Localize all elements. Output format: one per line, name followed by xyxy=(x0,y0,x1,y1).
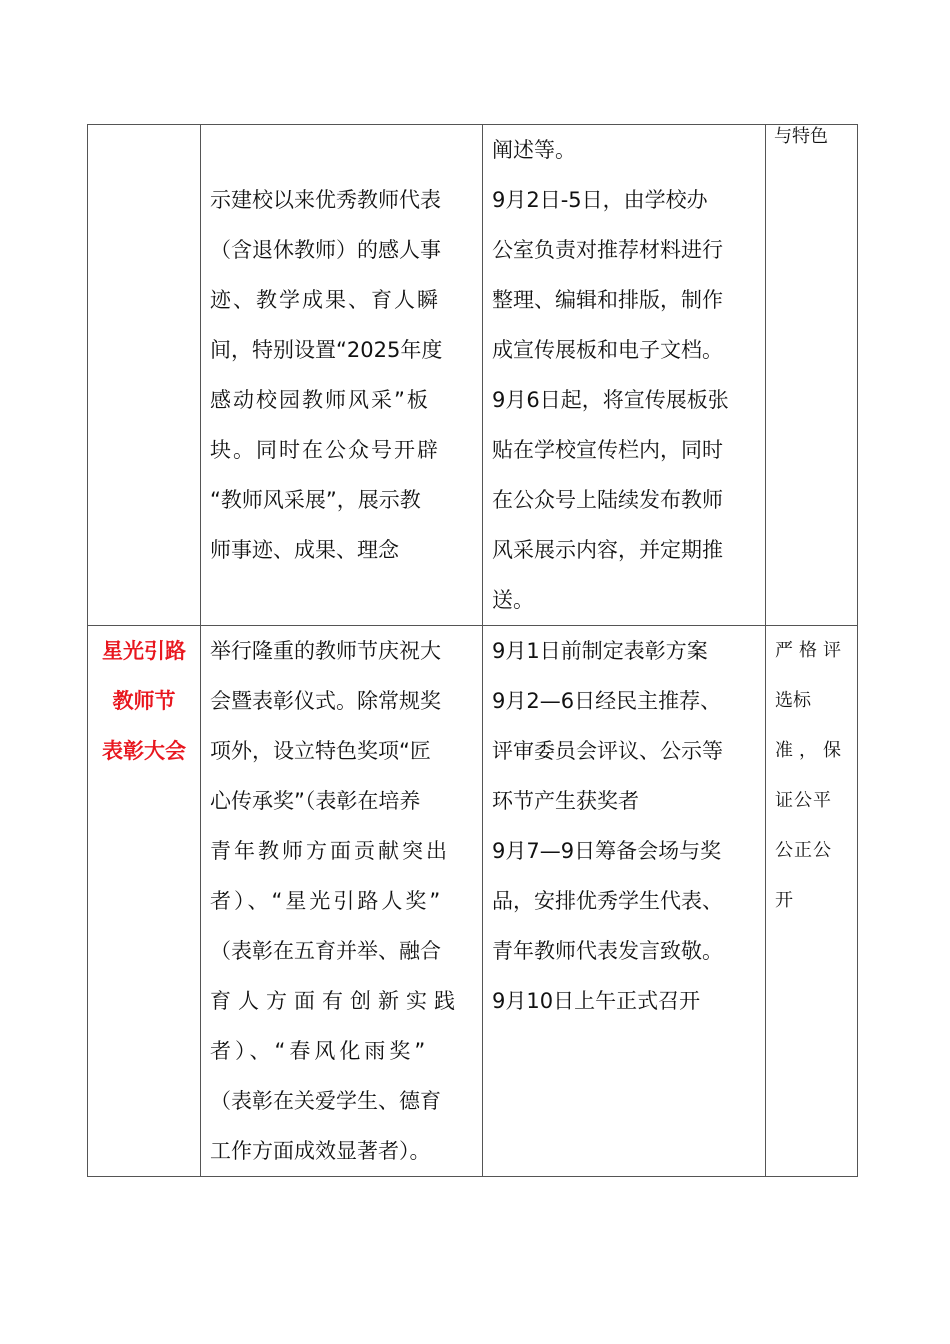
text-line: 9月6日起，将宣传展板张 xyxy=(492,388,729,412)
text-line: 环节产生获奖者 xyxy=(492,789,639,813)
text-line: 贴在学校宣传栏内，同时 xyxy=(492,438,723,462)
text-line: 在公众号上陆续发布教师 xyxy=(492,488,723,512)
text-line: （表彰在五育并举、融合 xyxy=(210,939,441,963)
text-line: 育人方面有创新实践 xyxy=(210,989,462,1013)
text-line: 公室负责对推荐材料进行 xyxy=(492,238,723,262)
text-line: “教师风采展”，展示教 xyxy=(210,488,421,512)
schedule-cell xyxy=(483,125,766,626)
text-line: 师事迹、成果、理念 xyxy=(210,538,399,562)
activity-name-cell xyxy=(88,125,201,626)
content-lines xyxy=(201,626,482,1176)
text-line: 准，保 xyxy=(775,740,847,761)
text-line: 阐述等。 xyxy=(492,138,576,162)
text-line: 严格评 xyxy=(775,640,847,661)
text-line: 青年教师方面贡献突出 xyxy=(210,839,450,863)
text-line: 9月2日-5日，由学校办 xyxy=(492,188,708,212)
activity-content-cell xyxy=(201,626,483,1177)
text-line: 举行隆重的教师节庆祝大 xyxy=(210,639,441,663)
requirement-text: 与特色 xyxy=(774,126,828,147)
text-line: 9月7—9日筹备会场与奖 xyxy=(492,839,722,863)
text-line: 会暨表彰仪式。除常规奖 xyxy=(210,689,441,713)
text-line: 证公平 xyxy=(775,790,832,811)
activity-content-cell xyxy=(201,125,483,626)
text-line: 9月10日上午正式召开 xyxy=(492,989,701,1013)
text-line: 间，特别设置“2025年度 xyxy=(210,338,443,362)
title-line: 教师节 xyxy=(112,689,176,713)
content-lines xyxy=(201,125,482,575)
schedule-lines xyxy=(483,626,765,1026)
schedule-lines xyxy=(483,125,765,625)
table-row xyxy=(88,125,858,626)
table-row xyxy=(88,626,858,1177)
text-line: 9月1日前制定表彰方案 xyxy=(492,639,708,663)
text-line: 成宣传展板和电子文档。 xyxy=(492,338,723,362)
text-line: 送。 xyxy=(492,588,534,612)
text-line: （表彰在关爱学生、德育 xyxy=(210,1089,441,1113)
activity-plan-table xyxy=(87,124,858,1177)
text-line: 9月2—6日经民主推荐、 xyxy=(492,689,722,713)
text-line: 者）、“星光引路人奖” xyxy=(210,889,444,913)
text-line: 公正公 xyxy=(775,840,832,861)
text-line: 选标 xyxy=(775,690,811,711)
activity-name-cell xyxy=(88,626,201,1177)
text-line: 心传承奖”（表彰在培养 xyxy=(210,789,421,813)
text-line: 开 xyxy=(775,890,793,911)
text-line: 块。同时在公众号开辟 xyxy=(210,438,440,462)
requirement-cell xyxy=(766,626,858,1177)
text-line: 感动校园教师风采”板 xyxy=(210,388,430,412)
title-line: 表彰大会 xyxy=(102,739,186,763)
text-line: 示建校以来优秀教师代表 xyxy=(210,188,441,212)
text-line: 项外，设立特色奖项“匠 xyxy=(210,739,431,763)
title-line: 星光引路 xyxy=(102,639,186,663)
text-line: 迹、教学成果、育人瞬 xyxy=(210,288,440,312)
text-line: 风采展示内容，并定期推 xyxy=(492,538,723,562)
activity-title xyxy=(88,626,200,776)
text-line: 评审委员会评议、公示等 xyxy=(492,739,723,763)
text-line: 者）、“春风化雨奖” xyxy=(210,1039,430,1063)
requirement-cell xyxy=(766,125,858,626)
schedule-cell xyxy=(483,626,766,1177)
requirement-lines xyxy=(766,626,857,926)
text-line: 整理、编辑和排版，制作 xyxy=(492,288,723,312)
text-line: 工作方面成效显著者）。 xyxy=(210,1139,431,1163)
text-line: （含退休教师）的感人事 xyxy=(210,238,441,262)
text-line: 青年教师代表发言致敬。 xyxy=(492,939,723,963)
text-line: 品，安排优秀学生代表、 xyxy=(492,889,723,913)
